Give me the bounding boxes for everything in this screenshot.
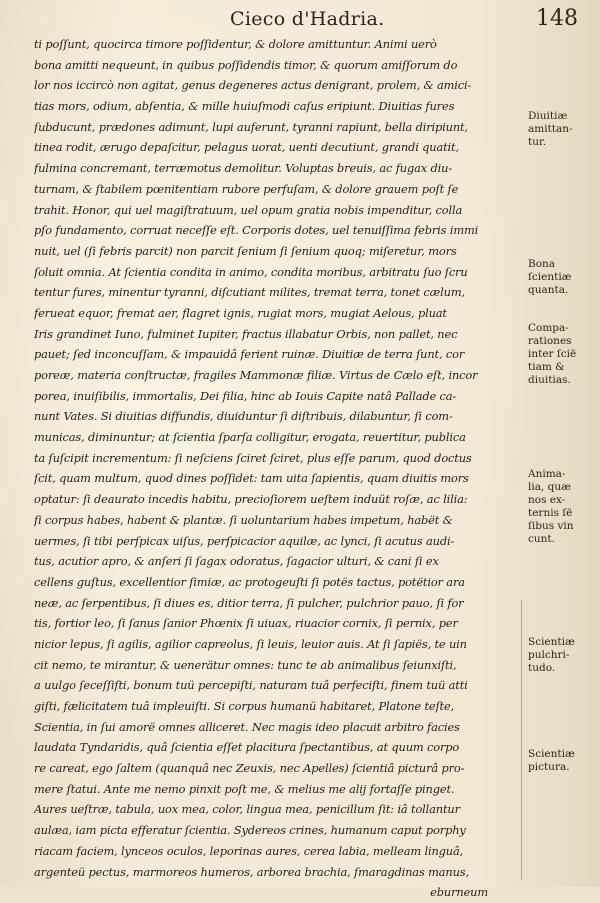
text-line: cellens guſtus, excellentior ſimiæ, ac protogeuſti ſi potës tactus, potëtior ara [34,574,465,589]
marginal-note-line: Anima- [528,468,566,480]
marginal-note-line: ſcientiæ [528,271,572,283]
marginal-note-line: nos ex- [528,494,566,506]
text-line: nuit, uel (ſi febris parcit) non parcit ſenium ſi ſenium quoq; miſeretur, mors [34,243,457,258]
text-line: mere ſtatui. Ante me nemo pinxit poſt me, & melius me alij fortaſſe pinget. [34,781,455,796]
marginal-note-line: inter ſcië [528,348,577,360]
text-line: tias mors, odium, abſentia, & mille huiuſmodi caſus eripiunt. Diuitias fures [34,99,455,114]
text-line: giſti, fælicitatem tuâ impleuiſti. Si corpus humanü habitaret, Platone teſte, [34,699,455,713]
page-header [220,6,590,36]
text-line: optatur: ſi deaurato incedis habitu, precioſiorem ueſtem induüt roſæ, ac lilia: [34,492,468,507]
text-line: Iris grandinet Iuno, fulminet Iupiter, fractus illabatur Orbis, non pallet, nec [34,326,458,341]
text-line: uermes, ſi tibi perſpicax uiſus, perſpicacior aquilæ, ac lynci, ſi acutus audi- [34,533,455,548]
text-line: re careat, ego ſaltem (quanquâ nec Zeuxis, nec Apelles) ſcientiâ picturâ pro- [34,761,465,776]
text-line: tentur fures, minentur tyranni, diſcutiant milites, tremat terra, tonet cælum, [34,285,465,300]
text-line: poreæ, materia conſtructæ, fragiles Mammonæ filiæ. Virtus de Cælo eſt, incor [34,368,478,382]
marginal-note [528,748,594,774]
marginal-note-line: Bona [528,258,556,270]
marginal-note-line: tiam & [528,361,565,373]
text-line: pſo fundamento, corruat neceſſe eſt. Corporis dotes, uel tenuiſſima febris immi [34,223,479,238]
marginal-note [528,322,594,387]
marginal-note [528,110,594,149]
marginal-note-line: rationes [528,335,572,347]
text-line: neæ, ac ſerpentibus, ſi diues es, ditior terra, ſi pulcher, pulchrior pauo, ſi for [34,595,464,610]
page-crease [521,600,522,880]
marginal-note-line: pictura. [528,761,570,773]
text-line: aulæa, iam picta efferatur ſcientia. Sydereos crines, humanum caput porphy [34,823,466,838]
marginal-note-line: lia, quæ [528,481,572,493]
body-text [34,34,522,903]
running-title: Cieco d'Hadria. [230,8,385,30]
text-line: ſoluit omnia. At ſcientia condita in animo, condita moribus, arbitratu ſuo ſcru [34,264,468,279]
text-line: lor nos iccircò non agitat, genus degeneres actus denigrant, prolem, & amici- [34,78,472,93]
text-line: nicior lepus, ſi agilis, agilior capreolus, ſi leuis, leuior auis. At ſi ſapiës, te uin [34,636,467,651]
text-line: a uulgo ſeceſſiſti, bonum tuü percepiſti, naturam tuâ perfeciſti, finem tuü atti [34,678,468,693]
text-line: argenteü pectus, marmoreos humeros, arborea brachia, ſmaragdinas manus, [34,864,469,879]
marginal-note-line: cunt. [528,533,555,545]
marginal-note-line: pulchri- [528,649,570,661]
marginal-note-line: ſibus vin [528,520,574,532]
page-number: 148 [536,6,578,31]
text-line: municas, diminuntur; at ſcientia ſparſa colligitur, erogata, reuertitur, publica [34,430,466,445]
text-line: tinea rodit, ærugo depaſcitur, pelagus uorat, uenti decutiunt, grandi quatit, [34,140,459,155]
marginal-note-line: tudo. [528,662,556,674]
marginal-note-line: diuitias. [528,374,571,386]
marginal-note-line: ternis ſë [528,507,573,519]
text-line: ta ſuſcipit incrementum: ſi neſciens ſciret ſciret, plus eſſe parum, quod doctus [34,450,472,465]
marginal-note [528,258,594,297]
text-line: cit nemo, te mirantur, & uenerätur omnes: tunc te ab animalibus ſeiunxiſti, [34,657,457,672]
text-line: Aures ueſtræ, tabula, uox mea, color, lingua mea, penicillum ſit: iâ tollantur [34,802,460,817]
marginal-note [528,468,594,546]
text-line: ſcit, quam multum, quod dines poſſidet: tam uita ſapientis, quam diuitis mors [34,471,469,486]
text-line: porea, inuiſibilis, immortalis, Dei filia, hinc ab Iouis Capite natâ Pallade ca- [34,388,457,403]
text-line: trahit. Honor, qui uel magiſtratuum, uel opum gratia nobis impenditur, colla [34,202,463,217]
text-line: fulmina concremant, terræmotus demolitur. Voluptas breuis, ac fugax diu- [34,161,453,176]
text-line: pauet; ſed inconcuſſam, & impauidâ ferient ruinæ. Diuitiæ de terra ſunt, cor [34,347,465,362]
text-line: ſi corpus habes, habent & plantæ. ſi uoluntarium habes impetum, habët & [34,512,453,527]
text-line: Scientia, in ſui amorë omnes alliceret. Nec magis ideo placuit arbitro facies [34,719,460,734]
marginal-note-line: Scientiæ [528,748,575,760]
text-line: tis, fortior leo, ſi ſanus ſanior Phœnix ſi uiuax, riuacior cornix, ſi pernix, per [34,616,458,631]
text-line: laudata Tyndaridis, quâ ſcientia eſſet placitura ſpectantibus, at quum corpo [34,740,460,755]
marginal-note-line: Scientiæ [528,636,575,648]
marginal-note [528,636,594,675]
marginal-note-line: tur. [528,136,547,148]
text-line: bona amitti nequeunt, in quibus poſſidendis timor, & quorum amiſſorum do [34,57,458,72]
text-line: turnam, & ſtabilem pœnitentiam rubore perfuſam, & dolore grauem poſt ſe [34,181,459,196]
text-line: riacam faciem, lynceos oculos, leporinas aures, cerea labia, melleam linguâ, [34,843,464,858]
text-line: ſubducunt, prædones adimunt, lupi auferunt, tyranni rapiunt, bella diripiunt, [34,119,468,134]
marginal-note-line: Diuitiæ [528,110,568,122]
marginal-note-line: quanta. [528,284,569,296]
text-line: ferueat equor, fremat aer, flagret ignis, rugiat mors, mugiat Aelous, pluat [34,305,447,320]
text-line: nunt Vates. Si diuitias diffundis, diuiduntur ſi diſtribuis, dilabuntur, ſi com- [34,409,453,424]
marginal-note-line: amittan- [528,123,573,135]
text-line: ti poſſunt, quocirca timore poſſidentur, & dolore amittuntur. Animi uerò [34,37,437,51]
marginal-note-line: Compa- [528,322,569,334]
text-line: tus, acutior apro, & anſeri ſi ſagax odoratus, ſagacior ulturi, & cani ſi ex [34,554,439,569]
catchword: eburneum [430,885,488,900]
